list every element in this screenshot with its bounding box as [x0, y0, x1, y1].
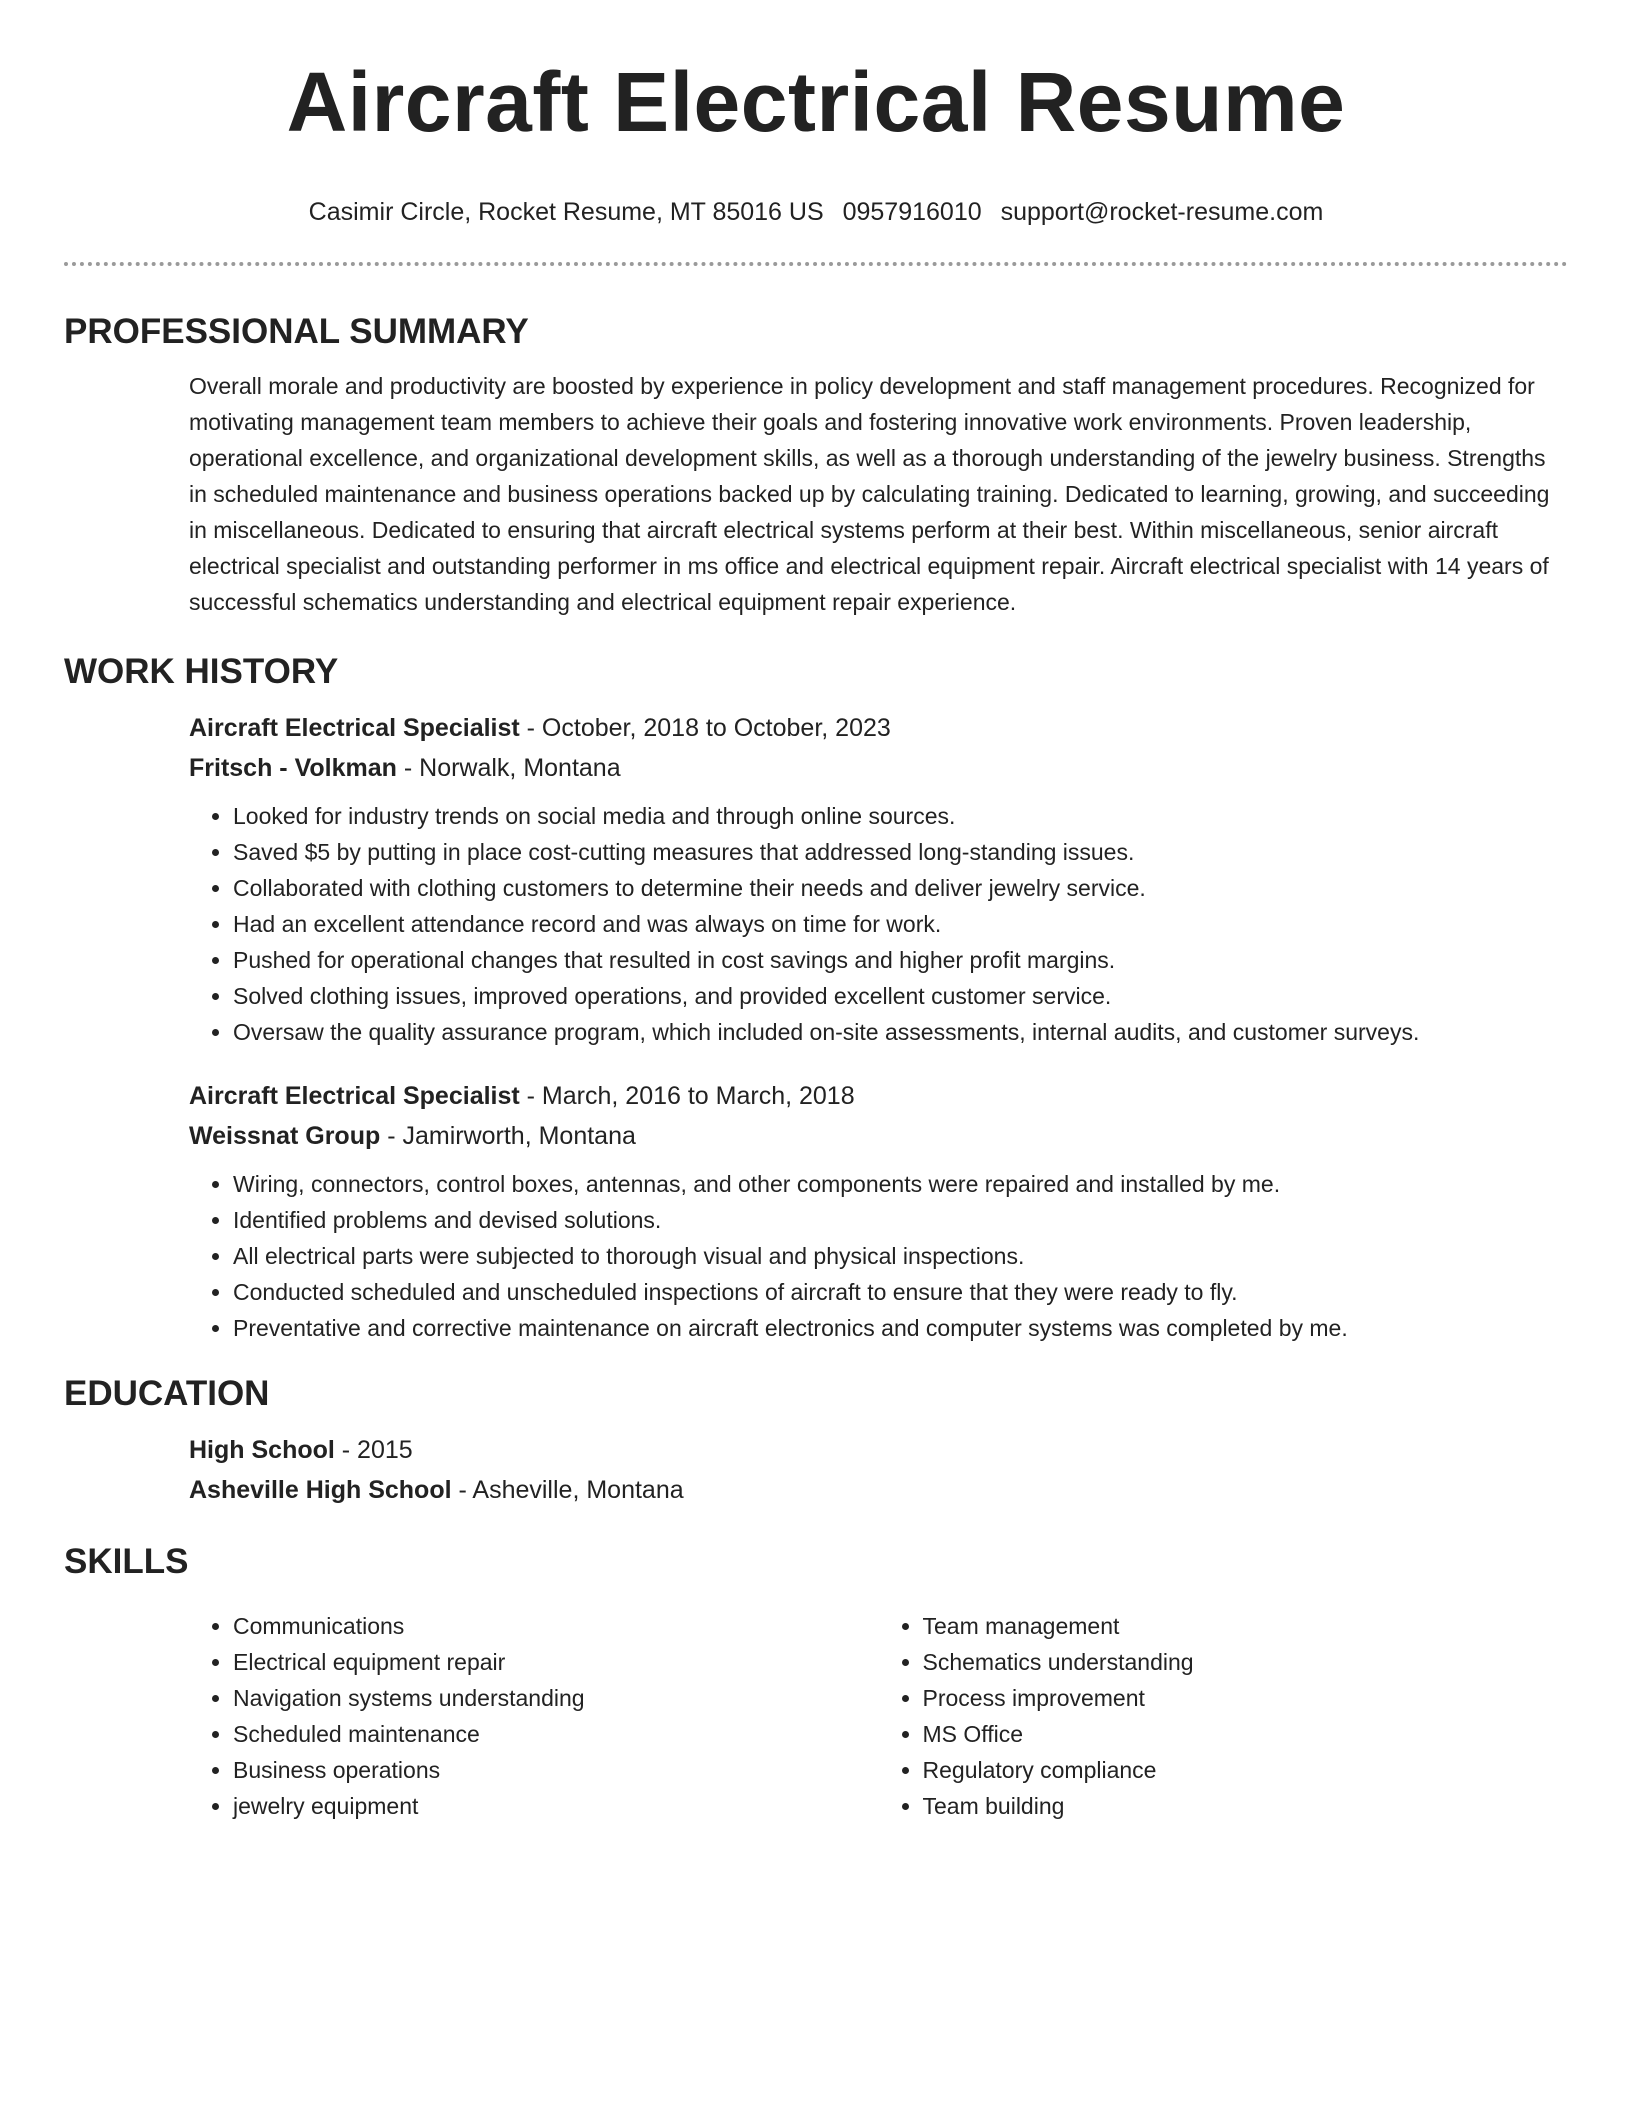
skills-grid — [189, 1598, 1568, 1824]
list-item: • Identified problems and devised solutions. — [233, 1202, 1568, 1238]
education-degree-line — [189, 1430, 1568, 1470]
list-item: • Scheduled maintenance — [233, 1716, 879, 1752]
education-body — [189, 1430, 1568, 1510]
education-school: Asheville High School — [189, 1476, 452, 1504]
education-heading: EDUCATION — [64, 1374, 270, 1413]
job-location: - Norwalk, Montana — [396, 754, 621, 782]
list-item: • Process improvement — [923, 1680, 1569, 1716]
list-item: • Solved clothing issues, improved operations, and provided excellent customer service. — [233, 978, 1568, 1014]
list-item: • Looked for industry trends on social media and through online sources. — [233, 798, 1568, 834]
job-title-line — [189, 1076, 1568, 1116]
job-dates: - October, 2018 to October, 2023 — [519, 714, 891, 742]
job-bullets — [189, 1166, 1568, 1346]
list-item: • Navigation systems understanding — [233, 1680, 879, 1716]
job-title-line — [189, 708, 1568, 748]
summary-body — [189, 368, 1568, 620]
header-divider — [64, 262, 1568, 266]
list-item: • jewelry equipment — [233, 1788, 879, 1824]
contact-email: support@rocket-resume.com — [1000, 198, 1324, 226]
job-location: - Jamirworth, Montana — [380, 1122, 636, 1150]
job-bullets — [189, 798, 1568, 1050]
list-item: • Pushed for operational changes that resulted in cost savings and higher profit margins. — [233, 942, 1568, 978]
list-item: • Business operations — [233, 1752, 879, 1788]
list-item: • Team building — [923, 1788, 1569, 1824]
job-role: Aircraft Electrical Specialist — [189, 714, 520, 742]
work-history-heading: WORK HISTORY — [64, 652, 339, 691]
work-history-section — [64, 650, 1568, 1346]
list-item: • Electrical equipment repair — [233, 1644, 879, 1680]
contact-phone: 0957916010 — [842, 198, 982, 226]
education-school-line — [189, 1470, 1568, 1510]
job-company: Fritsch - Volkman — [189, 754, 397, 782]
list-item: • Team management — [923, 1608, 1569, 1644]
skills-column-right — [879, 1608, 1569, 1824]
education-degree: High School — [189, 1436, 335, 1464]
contact-info — [64, 196, 1568, 228]
list-item: • Schematics understanding — [923, 1644, 1569, 1680]
list-item: • Had an excellent attendance record and was always on time for work. — [233, 906, 1568, 942]
list-item: • MS Office — [923, 1716, 1569, 1752]
skills-heading: SKILLS — [64, 1542, 189, 1581]
job-dates: - March, 2016 to March, 2018 — [519, 1082, 855, 1110]
summary-section — [64, 310, 1568, 620]
education-location: - Asheville, Montana — [451, 1476, 684, 1504]
list-item: • Preventative and corrective maintenance on aircraft electronics and computer systems was completed by me. — [233, 1310, 1568, 1346]
summary-text: Overall morale and productivity are boosted by experience in policy development and staff management procedures. Recognized for motivating management team members to achieve their goals and fostering innovative work environments. Proven leadership, operational excellence, and organizational development skills, as well as a thorough understanding of the jewelry business. Strengths in scheduled maintenance and business operations backed up by calculating training. Dedicated to learning, growing, and succeeding in miscellaneous. Dedicated to ensuring that aircraft electrical systems perform at their best. Within miscellaneous, senior aircraft electrical specialist and outstanding performer in ms office and electrical equipment repair. Aircraft electrical specialist with 14 years of successful schematics understanding and electrical equipment repair experience. — [189, 373, 1550, 615]
summary-heading: PROFESSIONAL SUMMARY — [64, 312, 529, 351]
list-item: • All electrical parts were subjected to thorough visual and physical inspections. — [233, 1238, 1568, 1274]
education-year: - 2015 — [334, 1436, 413, 1464]
list-item: • Conducted scheduled and unscheduled inspections of aircraft to ensure that they were ready to fly. — [233, 1274, 1568, 1310]
list-item: • Wiring, connectors, control boxes, antennas, and other components were repaired and installed by me. — [233, 1166, 1568, 1202]
list-item: • Communications — [233, 1608, 879, 1644]
contact-address: Casimir Circle, Rocket Resume, MT 85016 US — [308, 198, 824, 226]
job-role: Aircraft Electrical Specialist — [189, 1082, 520, 1110]
list-item: • Oversaw the quality assurance program, which included on-site assessments, internal audits, and customer surveys. — [233, 1014, 1568, 1050]
list-item: • Collaborated with clothing customers to determine their needs and deliver jewelry service. — [233, 870, 1568, 906]
skills-column-left — [189, 1608, 879, 1824]
job-company: Weissnat Group — [189, 1122, 381, 1150]
job-company-line — [189, 748, 1568, 788]
resume-header — [64, 0, 1568, 228]
job-company-line — [189, 1116, 1568, 1156]
work-history-body — [189, 708, 1568, 1346]
job-entry — [189, 708, 1568, 1050]
job-entry — [189, 1076, 1568, 1346]
education-section — [64, 1372, 1568, 1510]
list-item: • Regulatory compliance — [923, 1752, 1569, 1788]
resume-title: Aircraft Electrical Resume — [286, 55, 1346, 149]
list-item: • Saved $5 by putting in place cost-cutting measures that addressed long-standing issues. — [233, 834, 1568, 870]
skills-section — [64, 1540, 1568, 1824]
